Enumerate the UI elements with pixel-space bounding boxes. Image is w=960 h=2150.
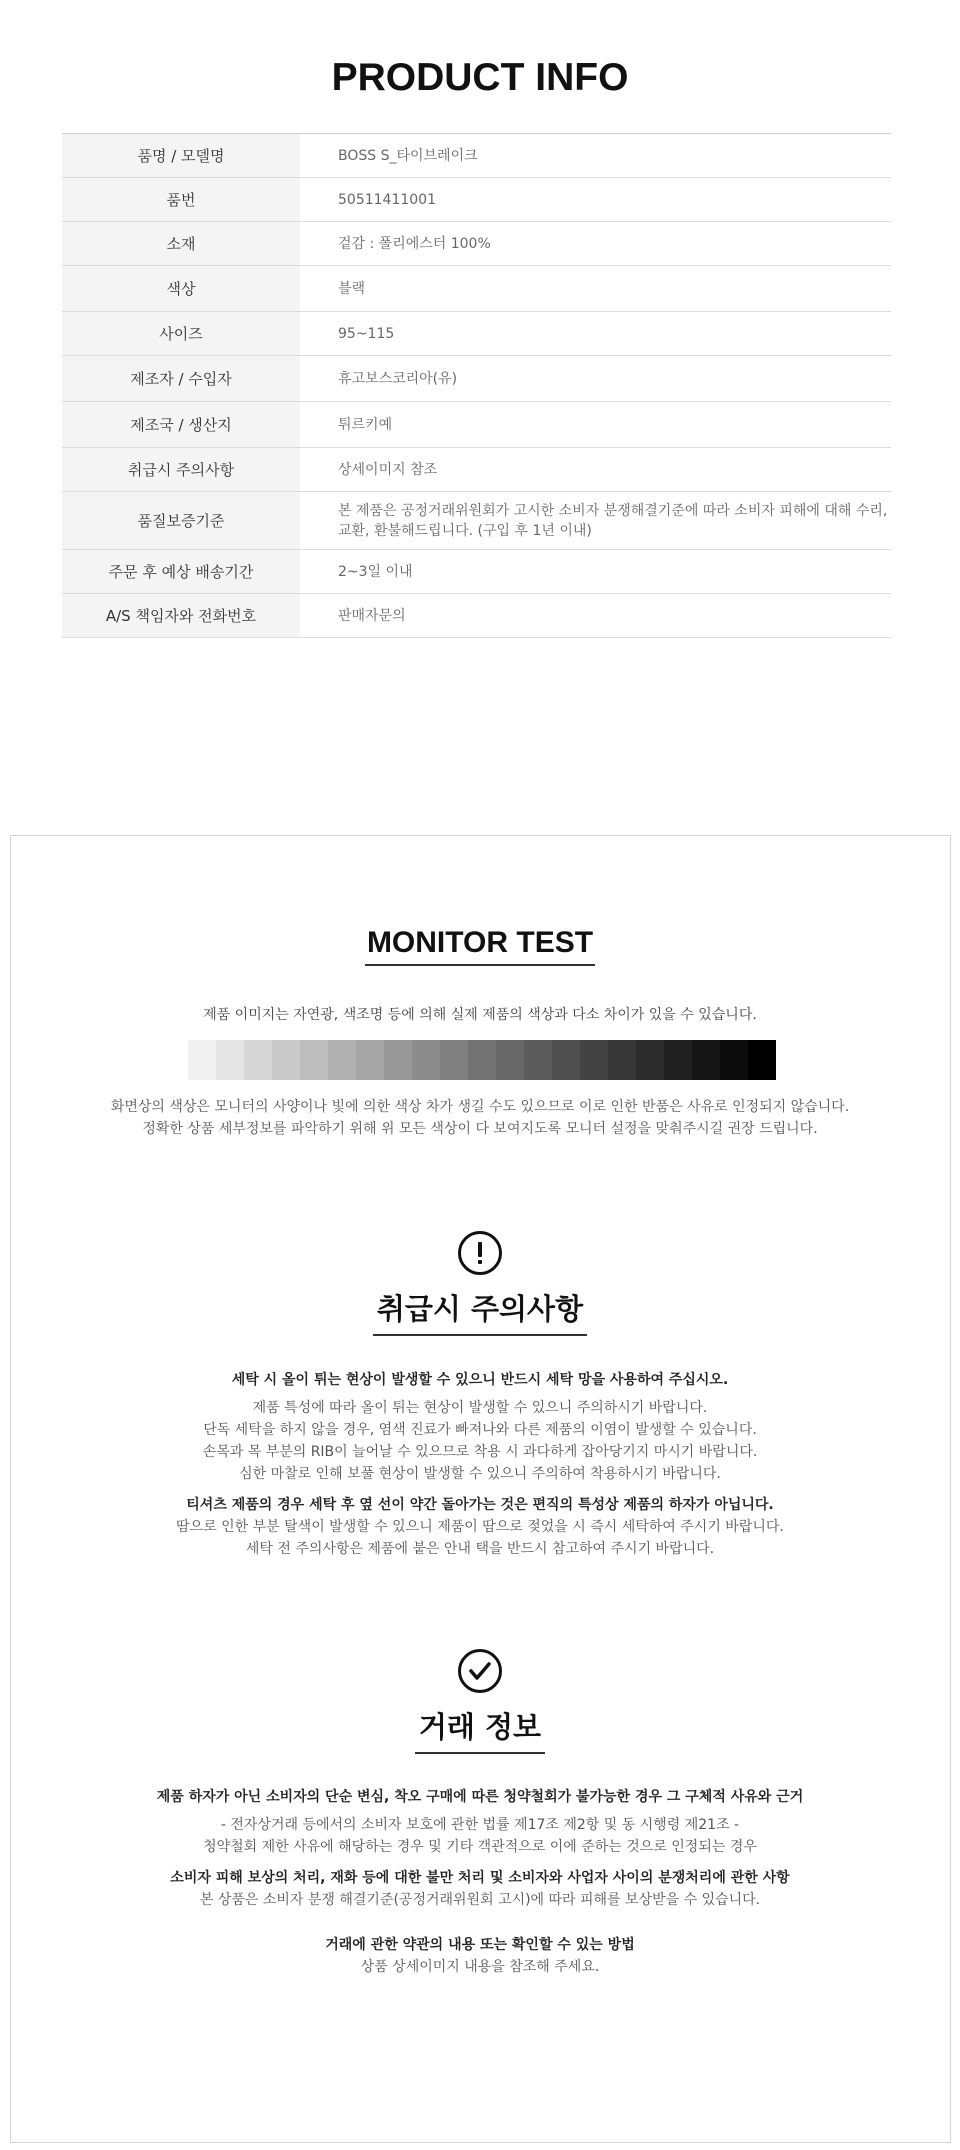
gray-swatch: [664, 1040, 692, 1080]
spec-value: BOSS S_타이브레이크: [338, 147, 478, 164]
gray-scale-bar: [188, 1040, 776, 1080]
care-tshirt-block: [0, 1494, 960, 1560]
spec-row-item-number: [62, 178, 891, 222]
trade-line: 청약철회 제한 사유에 해당하는 경우 및 기타 객관적으로 이에 준하는 것으로 인정되는 경우: [203, 1839, 757, 1855]
care-washing-heading: 세탁 시 올이 튀는 현상이 발생할 수 있으니 반드시 세탁 망을 사용하여 주십시오.: [231, 1372, 729, 1388]
trade-line: 상품 상세이미지 내용을 참조해 주세요.: [360, 1959, 600, 1975]
spec-row-size: [62, 312, 891, 356]
spec-row-warranty: [62, 492, 891, 550]
care-tshirt-heading: 티셔츠 제품의 경우 세탁 후 옆 선이 약간 돌아가는 것은 편직의 특성상 제품의 하자가 아닙니다.: [186, 1497, 774, 1513]
trade-info-title-text: 거래 정보: [415, 1705, 545, 1754]
spec-value: 95~115: [338, 325, 395, 342]
spec-label: 소재: [62, 222, 300, 266]
trade-line: 본 상품은 소비자 분쟁 해결기준(공정거래위원회 고시)에 따라 피해를 보상받을 수 있습니다.: [199, 1892, 761, 1908]
gray-swatch: [412, 1040, 440, 1080]
gray-swatch: [384, 1040, 412, 1080]
spec-value: 본 제품은 공정거래위원회가 고시한 소비자 분쟁해결기준에 따라 소비자 피해에 대해 수리,교환, 환불해드립니다. (구입 후 1년 이내): [338, 502, 888, 539]
trade-line: - 전자상거래 등에서의 소비자 보호에 관한 법률 제17조 제2항 및 동 시행령 제21조 -: [220, 1817, 740, 1833]
care-line: 땀으로 인한 부분 탈색이 발생할 수 있으니 제품이 땀으로 젖었을 시 즉시 세탁하여 주시기 바랍니다.: [176, 1519, 784, 1535]
care-line: 심한 마찰로 인해 보풀 현상이 발생할 수 있으니 주의하여 착용하시기 바랍니다.: [239, 1466, 721, 1482]
spec-row-as-contact: [62, 594, 891, 638]
spec-value: 휴고보스코리아(유): [338, 370, 458, 387]
spec-label: 사이즈: [62, 312, 300, 356]
spec-row-origin: [62, 402, 891, 448]
gray-swatch: [608, 1040, 636, 1080]
trade-compensation-heading: 소비자 피해 보상의 처리, 재화 등에 대한 불만 처리 및 소비자와 사업자 사이의 분쟁처리에 관한 사항: [170, 1870, 790, 1886]
gray-swatch: [356, 1040, 384, 1080]
product-spec-table: [62, 133, 891, 638]
trade-compensation-block: [0, 1867, 960, 1911]
care-title-text: 취급시 주의사항: [373, 1287, 587, 1336]
spec-row-model: [62, 134, 891, 178]
spec-label: 품질보증기준: [62, 492, 300, 550]
gray-swatch: [720, 1040, 748, 1080]
spec-row-manufacturer: [62, 356, 891, 402]
monitor-test-title-text: MONITOR TEST: [365, 926, 595, 966]
product-info-title: PRODUCT INFO: [331, 56, 629, 99]
spec-value: 50511411001: [338, 191, 436, 208]
monitor-test-note: [0, 1096, 960, 1140]
gray-swatch: [580, 1040, 608, 1080]
trade-terms-heading: 거래에 관한 약관의 내용 또는 확인할 수 있는 방법: [325, 1937, 635, 1953]
trade-terms-block: [0, 1934, 960, 1978]
monitor-note-line: 정확한 상품 세부정보를 파악하기 위해 위 모든 색상이 다 보여지도록 모니터 설정을 맞춰주시길 권장 드립니다.: [142, 1121, 818, 1137]
spec-label: 제조국 / 생산지: [62, 402, 300, 448]
gray-swatch: [496, 1040, 524, 1080]
gray-swatch: [468, 1040, 496, 1080]
spec-value: 블랙: [338, 280, 366, 297]
gray-swatch: [440, 1040, 468, 1080]
spec-label: 색상: [62, 266, 300, 312]
gray-swatch: [244, 1040, 272, 1080]
monitor-test-description: 제품 이미지는 자연광, 색조명 등에 의해 실제 제품의 색상과 다소 차이가 있을 수 있습니다.: [203, 1007, 757, 1023]
spec-label: 주문 후 예상 배송기간: [62, 550, 300, 594]
spec-label: 품번: [62, 178, 300, 222]
gray-swatch: [188, 1040, 216, 1080]
gray-swatch: [552, 1040, 580, 1080]
care-line: 단독 세탁을 하지 않을 경우, 염색 진료가 빠져나와 다른 제품의 이염이 발생할 수 있습니다.: [203, 1422, 757, 1438]
gray-swatch: [272, 1040, 300, 1080]
gray-swatch: [328, 1040, 356, 1080]
spec-row-material: [62, 222, 891, 266]
care-line: 손목과 목 부분의 RIB이 늘어날 수 있으므로 착용 시 과다하게 잡아당기지 마시기 바랍니다.: [202, 1444, 758, 1460]
trade-withdrawal-block: [0, 1786, 960, 1858]
spec-row-care: [62, 448, 891, 492]
spec-label: A/S 책임자와 전화번호: [62, 594, 300, 638]
spec-label: 취급시 주의사항: [62, 448, 300, 492]
care-line: 제품 특성에 따라 올이 튀는 현상이 발생할 수 있으니 주의하시기 바랍니다.: [252, 1400, 708, 1416]
spec-label: 품명 / 모델명: [62, 134, 300, 178]
spec-row-delivery: [62, 550, 891, 594]
gray-swatch: [300, 1040, 328, 1080]
spec-value: 상세이미지 참조: [338, 461, 438, 478]
care-washing-block: [0, 1369, 960, 1485]
trade-withdrawal-heading: 제품 하자가 아닌 소비자의 단순 변심, 착오 구매에 따른 청약철회가 불가능한 경우 그 구체적 사유와 근거: [156, 1789, 804, 1805]
exclamation-circle-icon: [458, 1231, 502, 1275]
spec-value: 겉감 : 폴리에스터 100%: [338, 235, 491, 252]
spec-value: 튀르키예: [338, 416, 393, 433]
gray-swatch: [748, 1040, 776, 1080]
care-line: 세탁 전 주의사항은 제품에 붙은 안내 택을 반드시 참고하여 주시기 바랍니다.: [245, 1541, 715, 1557]
monitor-test-title: [0, 926, 960, 966]
spec-value: 판매자문의: [338, 607, 406, 624]
spec-row-color: [62, 266, 891, 312]
gray-swatch: [524, 1040, 552, 1080]
gray-swatch: [216, 1040, 244, 1080]
check-circle-icon: [458, 1649, 502, 1693]
trade-info-title: [0, 1705, 960, 1754]
gray-swatch: [692, 1040, 720, 1080]
monitor-note-line: 화면상의 색상은 모니터의 사양이나 빛에 의한 색상 차가 생길 수도 있으므로 이로 인한 반품은 사유로 인정되지 않습니다.: [110, 1099, 850, 1115]
gray-swatch: [636, 1040, 664, 1080]
spec-value: 2~3일 이내: [338, 563, 413, 580]
spec-label: 제조자 / 수입자: [62, 356, 300, 402]
care-title: [0, 1287, 960, 1336]
